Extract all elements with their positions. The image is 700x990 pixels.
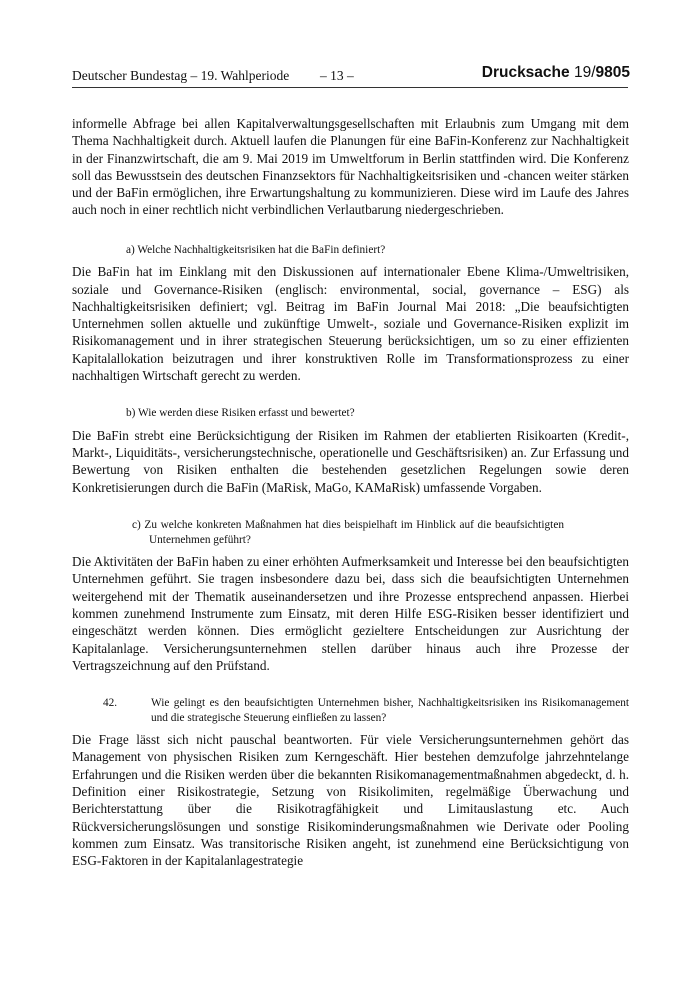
question-a: a) Welche Nachhaltigkeitsrisiken hat die BaFin definiert? (126, 243, 386, 256)
header-drucksache-label: Drucksache (481, 64, 570, 81)
answer-c: Die Aktivitäten der BaFin haben zu einer erhöhten Aufmerksamkeit und Interesse bei den beaufsichtigten Unternehmen geführt. Sie tragen insbesondere dazu bei, dass sich die beaufsichtigten Unternehmen weitergehend mit der Thematik auseinandersetzen und ihre Prozesse entsprechend anpassen. Hierbei kommen zunehmend Instrumente zum Einsatz, mit deren Hilfe ESG-Risiken besser identifiziert und eingeschätzt werden können. Dies ermöglicht gezieltere Entscheidungen zur Ausrichtung der Kapitalanlage. Versicherungsunternehmen stellen darüber hinaus auch ihre Prozesse der Vertragszeichnung auf den Prüfstand. (72, 554, 629, 673)
question-b: b) Wie werden diese Risiken erfasst und bewertet? (126, 407, 355, 420)
document-body (72, 115, 629, 870)
header-document-number (482, 64, 630, 82)
question-42-number: 42. (103, 697, 118, 710)
header-number-bold: 9805 (595, 64, 630, 81)
answer-a: Die BaFin hat im Einklang mit den Diskussionen auf internationaler Ebene Klima-/Umweltrisiken, soziale und Governance-Risiken (englisch: environmental, social, governance – ESG) als Nachhaltigkeitsrisiken definiert; vgl. Beitrag im BaFin Journal Mai 2018: „Die beaufsichtigten Unternehmen sollen aktuelle und zukünftige Umwelt-, soziale und Governance-Risiken explizit im Risikomanagement und in ihrer strategischen Steuerung berücksichtigen, um so zu einer effizienten Kapitalallokation beizutragen und ihrer konstruktiven Rolle im Transformationsprozess zu einer nachhaltigen Wirtschaft gerecht zu werden. (72, 264, 629, 384)
header-number-prefix: 19/ (573, 64, 596, 81)
header-page-number: – 13 – (320, 68, 354, 83)
question-42 (103, 696, 629, 725)
question-42-text: Wie gelingt es den beaufsichtigten Unternehmen bisher, Nachhaltigkeitsrisiken ins Risikomanagement und die strategische Steuerung einfließen zu lassen? (151, 697, 629, 724)
question-c: c) Zu welche konkreten Maßnahmen hat dies beispielhaft im Hinblick auf die beaufsichtigten Unternehmen geführt? (132, 519, 564, 546)
header-divider (72, 87, 628, 88)
answer-42: Die Frage lässt sich nicht pauschal beantworten. Für viele Versicherungsunternehmen gehört das Management von physischen Risiken zum Kerngeschäft. Hier bestehen demzufolge jahrzehntelange Erfahrungen und die Risiken werden über die bekannten Risikomanagementmaßnahmen abgedeckt, d. h. Definition einer Risikostrategie, Setzung von Risikolimiten, regelmäßige Überwachung und Berichterstattung über die Risikotragfähigkeit und Limitauslastung etc. Auch Rückversicherungslösungen und sonstige Risikominderungsmaßnahmen wie Derivate oder Pooling kommen zum Einsatz. Was transitorische Risiken angeht, ist zunehmend eine Berücksichtigung von ESG-Faktoren in der Kapitalanlagestrategie (72, 732, 629, 869)
page-header (72, 64, 628, 86)
intro-paragraph: informelle Abfrage bei allen Kapitalverwaltungsgesellschaften mit Erlaubnis zum Umgang mit dem Thema Nachhaltigkeit durch. Aktuell laufen die Planungen für eine BaFin-Konferenz zur Nachhaltigkeit in der Finanzwirtschaft, die am 9. Mai 2019 im Umweltforum in Berlin stattfinden wird. Die Konferenz soll das Bewusstsein des deutschen Finanzsektors für Nachhaltigkeitsrisiken und -chancen weiter stärken und der BaFin ermöglichen, ihre Erwartungshaltung zu kommunizieren. Diese wird im Laufe des Jahres auch noch in einer rechtlich nicht verbindlichen Verlautbarung niedergeschrieben. (72, 116, 629, 218)
header-parliament: Deutscher Bundestag – 19. Wahlperiode (72, 68, 290, 83)
answer-b: Die BaFin strebt eine Berücksichtigung der Risiken im Rahmen der etablierten Risikoarten (Kredit-, Markt-, Liquiditäts-, versicherungstechnische, operationelle und Geschäftsrisiken) an. Zur Erfassung und Bewertung von Risiken enthalten die bestehenden gesetzlichen Regelungen sowie deren Konkretisierungen durch die BaFin (MaRisk, MaGo, KAMaRisk) umfassende Vorgaben. (72, 427, 629, 495)
